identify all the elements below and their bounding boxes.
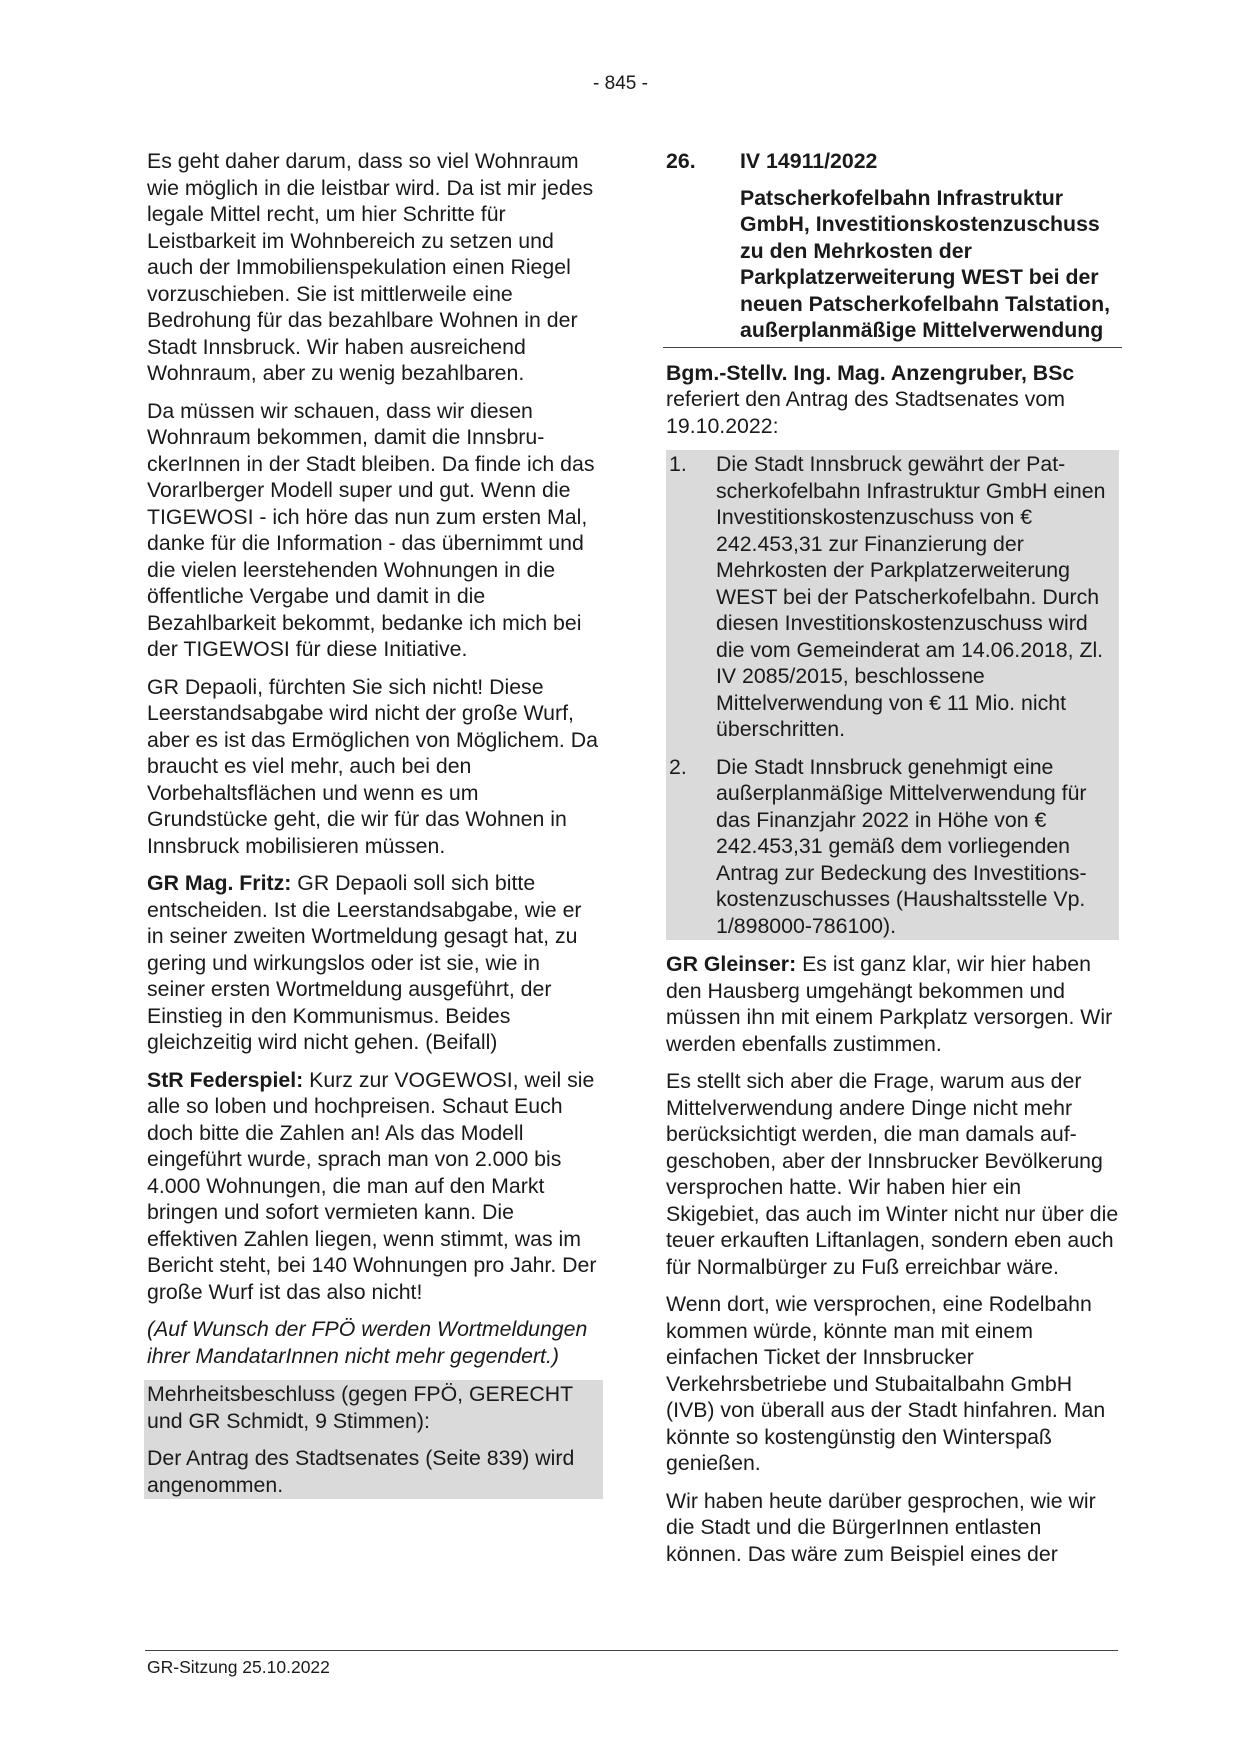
paragraph xyxy=(147,1067,600,1306)
paragraph: Da müssen wir schauen, dass wir diesen Wohnraum bekommen, damit die InnsbruckerInnen in der Stadt bleiben. Da finde ich das Vorarlberger Modell super und gut. Wenn die TIGEWOSI - ich höre das nun zum ersten Mal, danke für die Information - das übernimmt und die vielen leerstehenden Wohnungen in die öffentliche Vergabe und damit in die Bezahlbarkeit bekommt, bedanke ich mich bei der TIGEWOSI für diese Initiative. xyxy=(147,398,595,661)
left-column xyxy=(147,148,600,1499)
divider xyxy=(663,347,1122,348)
list-item xyxy=(669,754,1116,940)
list-item xyxy=(669,451,1116,743)
speech-text: Kurz zur VOGEWOSI, weil sie alle so loben und hochpreisen. Schaut Euch doch bitte die Zahlen an! Als das Modell eingeführt wurde, sprach man von 2.000 bis 4.000 Wohnungen, die man auf den Markt bringen und sofort vermieten kann. Die effektiven Zahlen liegen, wenn stimmt, was im Bericht steht, bei 140 Wohnungen pro Jahr. Der große Wurf ist das also nicht! xyxy=(147,1067,597,1304)
page-number: - 845 - xyxy=(593,73,648,94)
decision-vote: Mehrheitsbeschluss (gegen FPÖ, GERECHT und GR Schmidt, 9 Stimmen): xyxy=(147,1382,573,1433)
right-column xyxy=(666,148,1119,1567)
list-item-number: 2. xyxy=(669,754,687,779)
paragraph: GR Depaoli, fürchten Sie sich nicht! Diese Leerstandsabgabe wird nicht der große Wurf, aber es ist das Ermöglichen von Möglichem. Da braucht es viel mehr, auch bei den Vorbehaltsflächen und wenn es um Grundstücke geht, die wir für das Wohnen in Innsbruck mobilisieren müssen. xyxy=(147,674,598,858)
agenda-item-reference: IV 14911/2022 xyxy=(740,149,878,173)
paragraph xyxy=(666,951,1119,1057)
rapporteur-name: Bgm.-Stellv. Ing. Mag. Anzengruber, BSc xyxy=(666,360,1075,385)
paragraph: Wenn dort, wie versprochen, eine Rodelbahn kommen würde, könnte man mit einem einfachen Ticket der Innsbrucker Verkehrsbetriebe und Stubaitalbahn GmbH (IVB) von überall aus der Stadt hinfahren. Man könnte so kostengünstig den Winterspaß genießen. xyxy=(666,1292,1106,1475)
list-item-text: Die Stadt Innsbruck gewährt der Patscherkofelbahn Infrastruktur GmbH einen Investitionskostenzuschuss von € 242.453,31 zur Finanzierung der Mehrkosten der Parkplatzerweiterung WEST bei der Patscherkofelbahn. Durch diesen Investitionskostenzuschuss wird die vom Gemeinderat am 14.06.2018, Zl. IV 2085/2015, beschlossene Mittelverwendung von € 11 Mio. nicht überschritten. xyxy=(716,452,1106,741)
agenda-item-number: 26. xyxy=(666,149,696,173)
paragraph: Es stellt sich aber die Frage, warum aus der Mittelverwendung andere Dinge nicht mehr berücksichtigt werden, die man damals aufgeschoben, aber der Innsbrucker Bevölkerung versprochen hatte. Wir haben hier ein Skigebiet, das auch im Winter nicht nur über die teuer erkauften Liftanlagen, sondern eben auch für Normalbürger zu Fuß erreichbar wäre. xyxy=(666,1069,1119,1279)
decision-box xyxy=(144,1380,603,1499)
speech-text: Es ist ganz klar, wir hier haben den Hausberg umgehängt bekommen und müssen ihn mit einem Parkplatz versorgen. Wir werden ebenfalls zustimmen. xyxy=(666,952,1113,1056)
list-item-text: Die Stadt Innsbruck genehmigt eine außerplanmäßige Mittelverwendung für das Finanzjahr 2022 in Höhe von € 242.453,31 gemäß dem vorliegenden Antrag zur Bedeckung des Investitionskostenzuschusses (Haushaltsstelle Vp. 1/898000-786100). xyxy=(716,754,1087,938)
agenda-item-header xyxy=(666,148,1119,175)
italic-note: (Auf Wunsch der FPÖ werden Wortmeldungen ihrer MandatarInnen nicht mehr gegendert.) xyxy=(147,1317,588,1368)
footer-divider xyxy=(145,1650,1118,1651)
paragraph: Es geht daher darum, dass so viel Wohnraum wie möglich in die leistbar wird. Da ist mir jedes legale Mittel recht, um hier Schritte für Leistbarkeit im Wohnbereich zu setzen und auch der Immobilienspekulation einen Riegel vorzuschieben. Sie ist mittlerweile eine Bedrohung für das bezahlbare Wohnen in der Stadt Innsbruck. Wir haben ausreichend Wohnraum, aber zu wenig bezahlbaren. xyxy=(147,149,594,385)
rapporteur-text: referiert den Antrag des Stadtsenates vom 19.10.2022: xyxy=(666,387,1065,438)
paragraph xyxy=(147,870,600,1056)
paragraph xyxy=(666,360,1119,440)
motion-box xyxy=(666,450,1119,940)
speaker-name: GR Mag. Fritz: xyxy=(147,871,292,895)
speech-text: GR Depaoli soll sich bitte entscheiden. Ist die Leerstandsabgabe, wie er in seiner zweiten Wortmeldung gesagt hat, zu gering und wirkungslos oder ist sie, wie in seiner ersten Wortmeldung ausgeführt, der Einstieg in den Kommunismus. Beides gleichzeitig wird nicht gehen. (Beifall) xyxy=(147,871,582,1054)
agenda-item-title: Patscherkofelbahn Infrastruktur GmbH, Investitionskostenzuschuss zu den Mehrkosten der Parkplatzerweiterung WEST bei der neuen Patscherkofelbahn Talstation, außerplanmäßige Mittelverwendung xyxy=(740,185,1111,342)
paragraph: Wir haben heute darüber gesprochen, wie wir die Stadt und die BürgerInnen entlasten können. Das wäre zum Beispiel eines der xyxy=(666,1488,1096,1566)
decision-result: Der Antrag des Stadtsenates (Seite 839) wird angenommen. xyxy=(147,1446,575,1497)
list-item-number: 1. xyxy=(669,452,687,476)
speaker-name: StR Federspiel: xyxy=(147,1067,304,1092)
speaker-name: GR Gleinser: xyxy=(666,952,797,976)
footer-session-date: GR-Sitzung 25.10.2022 xyxy=(147,1657,330,1677)
